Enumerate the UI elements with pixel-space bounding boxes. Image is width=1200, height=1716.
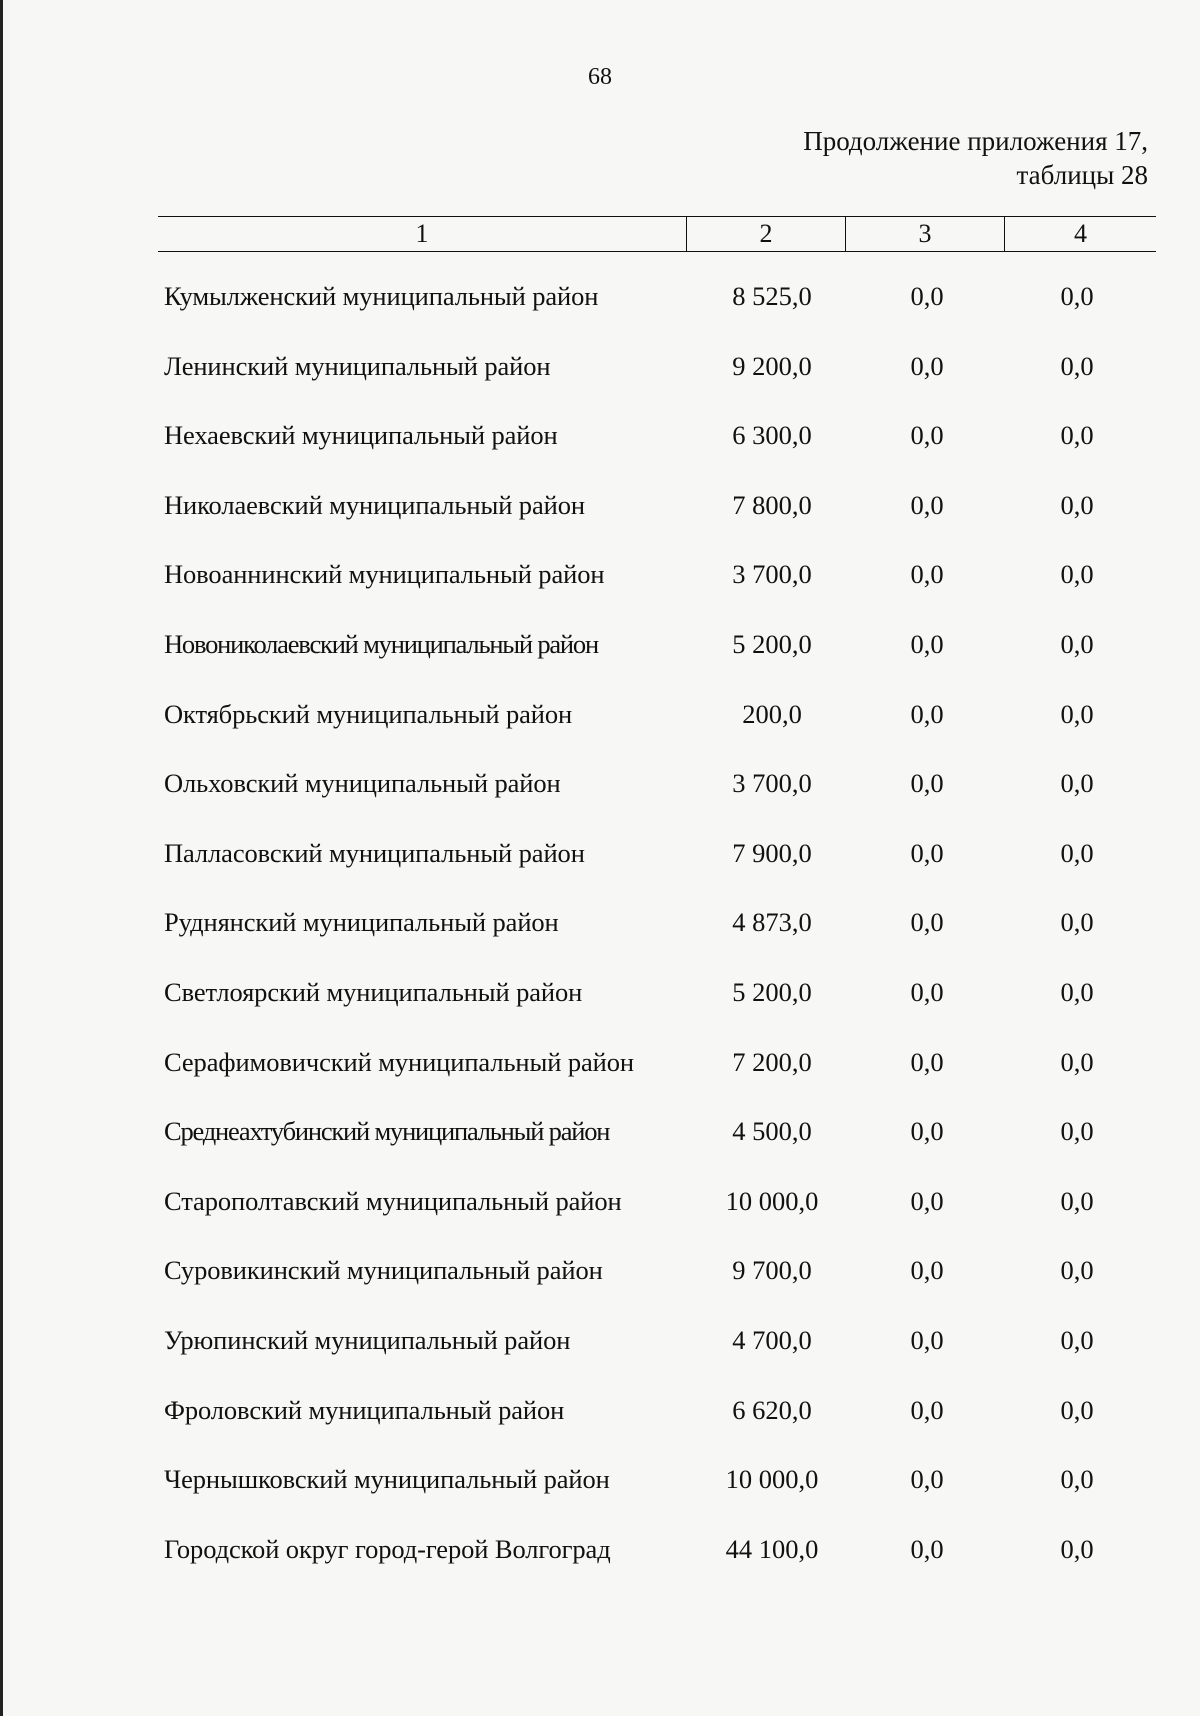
page-edge-shadow bbox=[0, 0, 3, 1716]
table-row bbox=[158, 622, 1156, 692]
row-name: Урюпинский муниципальный район bbox=[164, 1324, 571, 1355]
row-value-col-4: 0,0 bbox=[1060, 559, 1094, 590]
row-value-col-4: 0,0 bbox=[1060, 1116, 1094, 1147]
continuation-note bbox=[803, 124, 1148, 192]
row-value-col-3: 0,0 bbox=[910, 628, 944, 659]
row-value-col-3: 0,0 bbox=[910, 1255, 944, 1286]
row-value-col-3: 0,0 bbox=[910, 420, 944, 451]
table-row bbox=[158, 970, 1156, 1040]
row-value-col-4: 0,0 bbox=[1060, 768, 1094, 799]
row-value-col-4: 0,0 bbox=[1060, 837, 1094, 868]
row-value-col-4: 0,0 bbox=[1060, 1324, 1094, 1355]
row-value-col-2: 6 300,0 bbox=[732, 420, 812, 451]
table-row bbox=[158, 1109, 1156, 1179]
table-row bbox=[158, 1248, 1156, 1318]
row-name: Кумылженский муниципальный район bbox=[164, 281, 599, 311]
table-row bbox=[158, 692, 1156, 762]
row-value-col-2: 4 500,0 bbox=[732, 1116, 812, 1147]
table-row bbox=[158, 344, 1156, 414]
row-value-col-4: 0,0 bbox=[1060, 976, 1094, 1007]
row-value-col-3: 0,0 bbox=[910, 976, 944, 1007]
row-value-col-2: 5 200,0 bbox=[732, 628, 812, 659]
row-value-col-4: 0,0 bbox=[1060, 350, 1094, 381]
row-value-col-4: 0,0 bbox=[1060, 1464, 1094, 1495]
header-col-3: 3 bbox=[846, 217, 1005, 251]
table-body bbox=[158, 274, 1156, 1596]
row-value-col-3: 0,0 bbox=[910, 1394, 944, 1425]
continuation-line-1: Продолжение приложения 17, bbox=[803, 126, 1148, 156]
row-value-col-3: 0,0 bbox=[910, 1464, 944, 1495]
row-value-col-2: 4 873,0 bbox=[732, 907, 812, 938]
row-value-col-3: 0,0 bbox=[910, 1324, 944, 1355]
row-value-col-3: 0,0 bbox=[910, 1116, 944, 1147]
table-row bbox=[158, 1388, 1156, 1458]
row-value-col-3: 0,0 bbox=[910, 768, 944, 799]
continuation-line-2: таблицы 28 bbox=[1016, 160, 1148, 190]
row-value-col-3: 0,0 bbox=[910, 350, 944, 381]
row-name: Ольховский муниципальный район bbox=[164, 768, 561, 799]
row-name: Чернышковский муниципальный район bbox=[164, 1464, 610, 1495]
row-name: Октябрьский муниципальный район bbox=[164, 698, 573, 729]
row-value-col-4: 0,0 bbox=[1060, 628, 1094, 659]
row-value-col-3: 0,0 bbox=[910, 559, 944, 590]
row-value-col-4: 0,0 bbox=[1060, 1185, 1094, 1216]
row-value-col-3: 0,0 bbox=[910, 1046, 944, 1077]
row-name: Новоаннинский муниципальный район bbox=[164, 559, 605, 590]
row-value-col-3: 0,0 bbox=[910, 907, 944, 938]
table-row bbox=[158, 274, 1156, 344]
header-col-4: 4 bbox=[1074, 219, 1087, 248]
table-row bbox=[158, 1318, 1156, 1388]
row-value-col-2: 44 100,0 bbox=[725, 1533, 819, 1564]
row-value-col-3: 0,0 bbox=[910, 837, 944, 868]
row-value-col-2: 10 000,0 bbox=[725, 1464, 819, 1495]
header-col-1: 1 bbox=[158, 217, 687, 251]
header-col-2: 2 bbox=[687, 217, 846, 251]
row-name: Фроловский муниципальный район bbox=[164, 1394, 565, 1425]
row-value-col-2: 8 525,0 bbox=[732, 281, 812, 311]
row-value-col-4: 0,0 bbox=[1060, 1394, 1094, 1425]
row-value-col-2: 3 700,0 bbox=[732, 768, 812, 799]
table-header bbox=[158, 216, 1156, 252]
row-value-col-3: 0,0 bbox=[910, 489, 944, 520]
row-value-col-4: 0,0 bbox=[1060, 420, 1094, 451]
row-value-col-2: 7 900,0 bbox=[732, 837, 812, 868]
table-row bbox=[158, 900, 1156, 970]
row-name: Нехаевский муниципальный район bbox=[164, 420, 558, 451]
row-value-col-2: 9 200,0 bbox=[732, 350, 812, 381]
row-value-col-2: 5 200,0 bbox=[732, 976, 812, 1007]
row-name: Городской округ город-герой Волгоград bbox=[164, 1533, 611, 1564]
row-name: Палласовский муниципальный район bbox=[164, 837, 585, 868]
row-value-col-3: 0,0 bbox=[910, 1533, 944, 1564]
row-name: Руднянский муниципальный район bbox=[164, 907, 559, 938]
table-row bbox=[158, 483, 1156, 553]
table-row bbox=[158, 1179, 1156, 1249]
row-value-col-2: 10 000,0 bbox=[725, 1185, 819, 1216]
table-row bbox=[158, 831, 1156, 901]
table-row bbox=[158, 1527, 1156, 1597]
row-value-col-3: 0,0 bbox=[910, 698, 944, 729]
row-value-col-2: 4 700,0 bbox=[732, 1324, 812, 1355]
row-value-col-2: 7 800,0 bbox=[732, 489, 812, 520]
table-row bbox=[158, 1457, 1156, 1527]
row-name: Среднеахтубинский муниципальный район bbox=[164, 1116, 610, 1147]
row-name: Светлоярский муниципальный район bbox=[164, 976, 583, 1007]
row-name: Николаевский муниципальный район bbox=[164, 489, 585, 520]
row-value-col-2: 7 200,0 bbox=[732, 1046, 812, 1077]
row-value-col-4: 0,0 bbox=[1060, 907, 1094, 938]
row-name: Суровикинский муниципальный район bbox=[164, 1255, 603, 1286]
row-value-col-4: 0,0 bbox=[1060, 1533, 1094, 1564]
row-name: Старополтавский муниципальный район bbox=[164, 1185, 622, 1216]
row-value-col-2: 3 700,0 bbox=[732, 559, 812, 590]
table-row bbox=[158, 552, 1156, 622]
table-row bbox=[158, 413, 1156, 483]
table-row bbox=[158, 761, 1156, 831]
row-value-col-3: 0,0 bbox=[910, 1185, 944, 1216]
page-number: 68 bbox=[588, 64, 612, 90]
row-value-col-2: 200,0 bbox=[742, 698, 802, 729]
table-row bbox=[158, 1040, 1156, 1110]
row-value-col-4: 0,0 bbox=[1060, 1046, 1094, 1077]
row-value-col-2: 9 700,0 bbox=[732, 1255, 812, 1286]
row-value-col-3: 0,0 bbox=[910, 281, 944, 311]
row-value-col-4: 0,0 bbox=[1060, 489, 1094, 520]
row-name: Ленинский муниципальный район bbox=[164, 350, 551, 381]
row-name: Новониколаевский муниципальный район bbox=[164, 628, 598, 659]
row-value-col-4: 0,0 bbox=[1060, 281, 1094, 311]
row-value-col-2: 6 620,0 bbox=[732, 1394, 812, 1425]
row-value-col-4: 0,0 bbox=[1060, 1255, 1094, 1286]
row-value-col-4: 0,0 bbox=[1060, 698, 1094, 729]
row-name: Серафимовичский муниципальный район bbox=[164, 1046, 634, 1077]
